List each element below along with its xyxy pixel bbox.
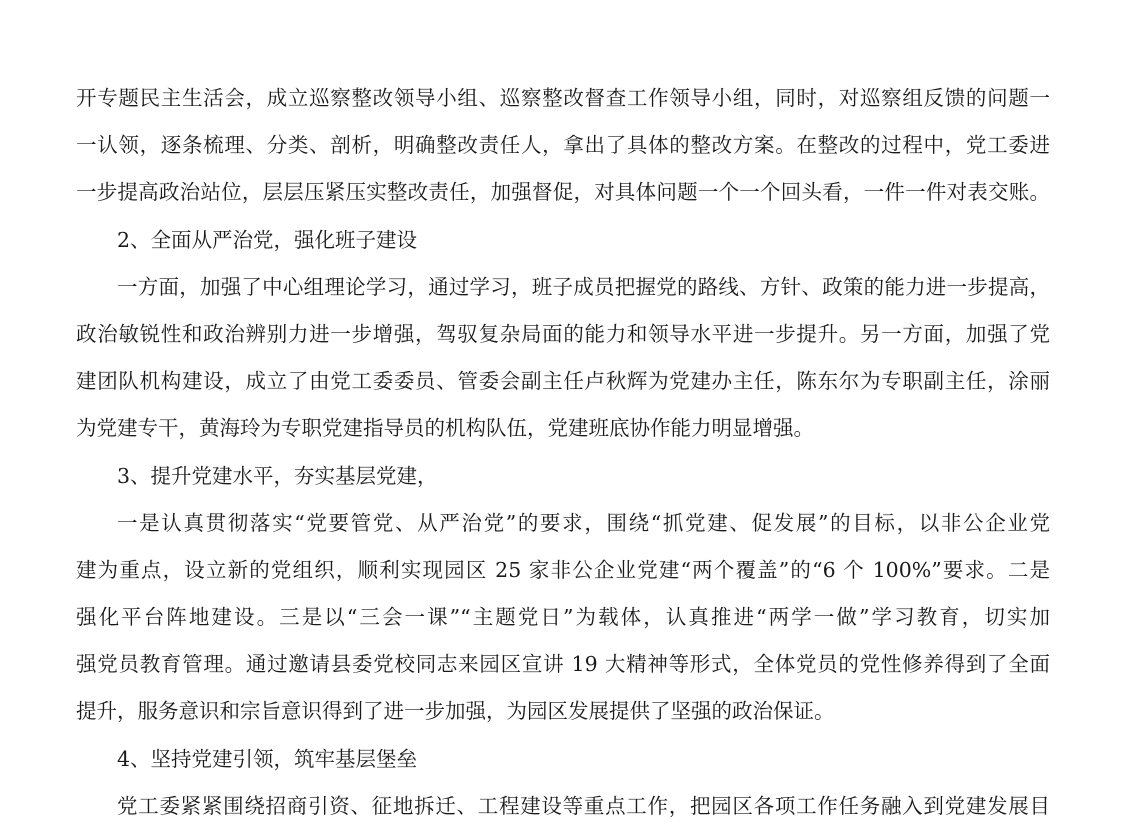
section-heading: 3、提升党建水平，夯实基层党建， <box>117 463 438 488</box>
paragraph-line: 建团队机构建设，成立了由党工委委员、管委会副主任卢秋辉为党建办主任，陈东尔为专职副主任，涂丽 <box>76 369 1050 394</box>
paragraph-line: 为党建专干，黄海玲为专职党建指导员的机构队伍，党建班底协作能力明显增强。 <box>76 416 814 441</box>
paragraph-line: 提升，服务意识和宗旨意识得到了进一步加强，为园区发展提供了坚强的政治保证。 <box>76 699 835 724</box>
section-heading: 4、坚持党建引领，筑牢基层堡垒 <box>117 746 418 771</box>
document-body <box>76 75 1050 830</box>
paragraph-line: 一步提高政治站位，层层压紧压实整改责任，加强督促，对具体问题一个一个回头看，一件一件对表交账。 <box>76 180 1050 205</box>
section-heading: 2、全面从严治党，强化班子建设 <box>117 227 418 252</box>
paragraph-line: 强党员教育管理。通过邀请县委党校同志来园区宣讲 19 大精神等形式，全体党员的党性修养得到了全面 <box>76 652 1050 677</box>
paragraph-line: 一认领，逐条梳理、分类、剖析，明确整改责任人，拿出了具体的整改方案。在整改的过程中，党工委进 <box>76 133 1050 158</box>
paragraph-line: 一方面，加强了中心组理论学习，通过学习，班子成员把握党的路线、方针、政策的能力进一步提高， <box>117 274 1050 299</box>
paragraph-line: 党工委紧紧围绕招商引资、征地拆迁、工程建设等重点工作，把园区各项工作任务融入到党建发展目 <box>117 793 1050 818</box>
paragraph-line: 一是认真贯彻落实“党要管党、从严治党”的要求，围绕“抓党建、促发展”的目标，以非公企业党 <box>117 510 1050 535</box>
paragraph-line: 开专题民主生活会，成立巡察整改领导小组、巡察整改督查工作领导小组，同时，对巡察组反馈的问题一 <box>76 86 1050 110</box>
paragraph-line: 建为重点，设立新的党组织，顺利实现园区 25 家非公企业党建“两个覆盖”的“6 个 100%”要求。二是 <box>76 557 1050 582</box>
paragraph-line: 强化平台阵地建设。三是以“三会一课”“主题党日”为载体，认真推进“两学一做”学习教育，切实加 <box>76 605 1050 630</box>
paragraph-line: 政治敏锐性和政治辨别力进一步增强，驾驭复杂局面的能力和领导水平进一步提升。另一方面，加强了党 <box>76 321 1050 346</box>
